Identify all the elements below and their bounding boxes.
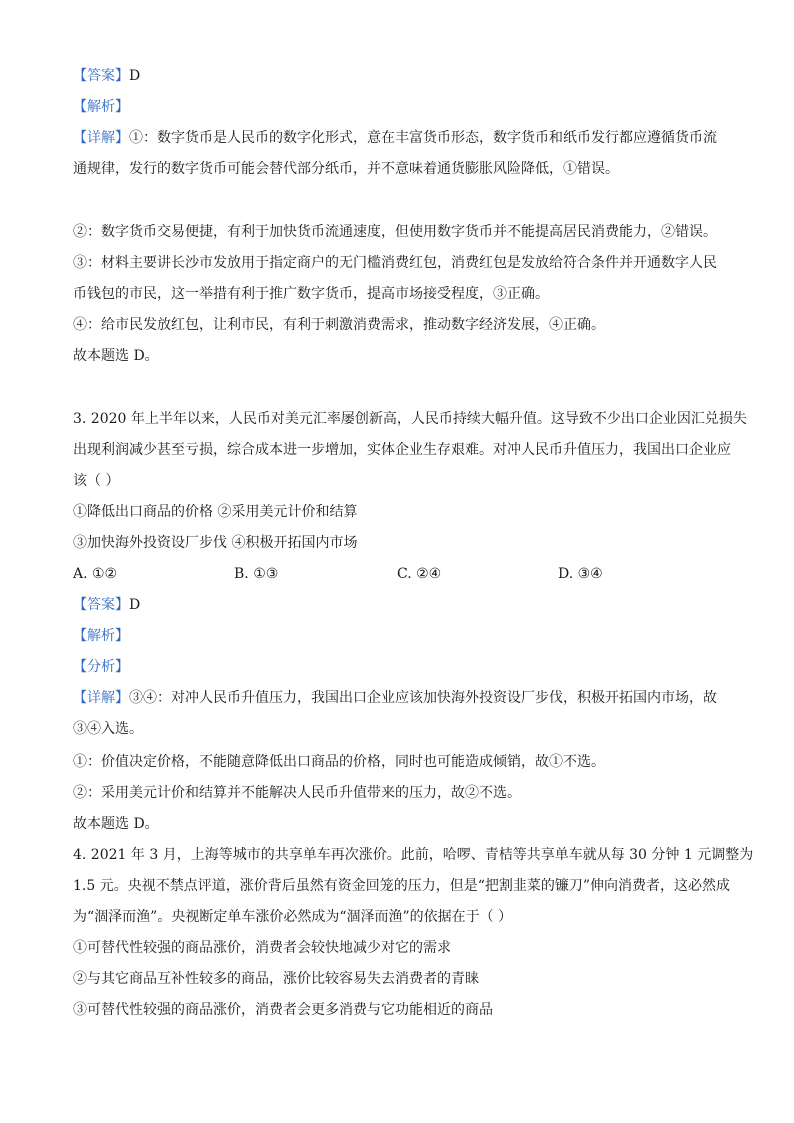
q3-detail-line-2: ③④入选。 [73,721,143,737]
answer-value: D [129,68,141,84]
answer-tag: 【答案】 [73,68,129,84]
detail-text: ③④：对冲人民币升值压力，我国出口企业应该加快海外投资设厂步伐，积极开拓国内市场，故 [129,690,717,706]
q3-statement-1: ①降低出口商品的价格 ②采用美元计价和结算 [73,504,358,520]
answer-value: D [129,597,141,613]
q4-stem-3: 为“涸泽而渔”。央视断定单车涨价必然成为“涸泽而渔”的依据在于（ ） [73,909,513,925]
analysis-tag: 【解析】 [73,628,129,644]
q2-answer-line [73,66,140,86]
q3-option-b: B. ①③ [234,566,279,582]
analysis-tag: 【解析】 [73,99,129,115]
q3-conclusion: 故本题选 D。 [73,816,159,832]
q3-stem-3: 该（ ） [73,473,120,489]
q3-answer-line [73,595,140,615]
detail-tag: 【详解】 [73,690,129,706]
q2-point-3a: ③：材料主要讲长沙市发放用于指定商户的无门槛消费红包，消费红包是发放给符合条件并开通数字人民 [73,255,717,271]
q3-option-a: A. ①② [73,566,118,582]
q2-point-4: ④：给市民发放红包，让利市民，有利于刺激消费需求，推动数字经济发展，④正确。 [73,317,605,333]
q4-statement-2: ②与其它商品互补性较多的商品，涨价比较容易失去消费者的青睐 [73,971,479,987]
q3-stem-1: 3. 2020 年上半年以来，人民币对美元汇率屡创新高，人民币持续大幅升值。这导致不少出口企业因汇兑损失 [73,411,747,427]
answer-tag: 【答案】 [73,597,129,613]
q4-statement-1: ①可替代性较强的商品涨价，消费者会较快地减少对它的需求 [73,940,451,956]
q3-option-c: C. ②④ [397,566,442,582]
q3-detail-line-1 [73,688,717,708]
fenxi-tag: 【分析】 [73,659,129,675]
q3-option-d: D. ③④ [558,566,603,582]
q4-statement-3: ③可替代性较强的商品涨价，消费者会更多消费与它功能相近的商品 [73,1002,493,1018]
detail-text: ①：数字货币是人民币的数字化形式，意在丰富货币形态，数字货币和纸币发行都应遵循货币流 [129,130,717,146]
q2-detail-line-2: 通规律，发行的数字货币可能会替代部分纸币，并不意味着通货膨胀风险降低，①错误。 [73,161,619,177]
q2-point-2: ②：数字货币交易便捷，有利于加快货币流通速度，但使用数字货币并不能提高居民消费能力，②错误。 [73,224,717,240]
q3-point-1: ①：价值决定价格，不能随意降低出口商品的价格，同时也可能造成倾销，故①不选。 [73,754,605,770]
detail-tag: 【详解】 [73,130,129,146]
q2-conclusion: 故本题选 D。 [73,348,159,364]
q4-stem-1: 4. 2021 年 3 月，上海等城市的共享单车再次涨价。此前，哈啰、青桔等共享单车就从每 30 分钟 1 元调整为 [73,847,754,863]
q2-point-3b: 币钱包的市民，这一举措有利于推广数字货币，提高市场接受程度，③正确。 [73,286,549,302]
q3-point-2: ②：采用美元计价和结算并不能解决人民币升值带来的压力，故②不选。 [73,785,521,801]
q3-stem-2: 出现利润减少甚至亏损，综合成本进一步增加，实体企业生存艰难。对冲人民币升值压力，我国出口企业应 [73,442,731,458]
q4-stem-2: 1.5 元。央视不禁点评道，涨价背后虽然有资金回笼的压力，但是“把割韭菜的镰刀”伸向消费者，这必然成 [73,878,731,894]
q3-statement-2: ③加快海外投资设厂步伐 ④积极开拓国内市场 [73,535,358,551]
q2-detail-line-1 [73,128,717,148]
